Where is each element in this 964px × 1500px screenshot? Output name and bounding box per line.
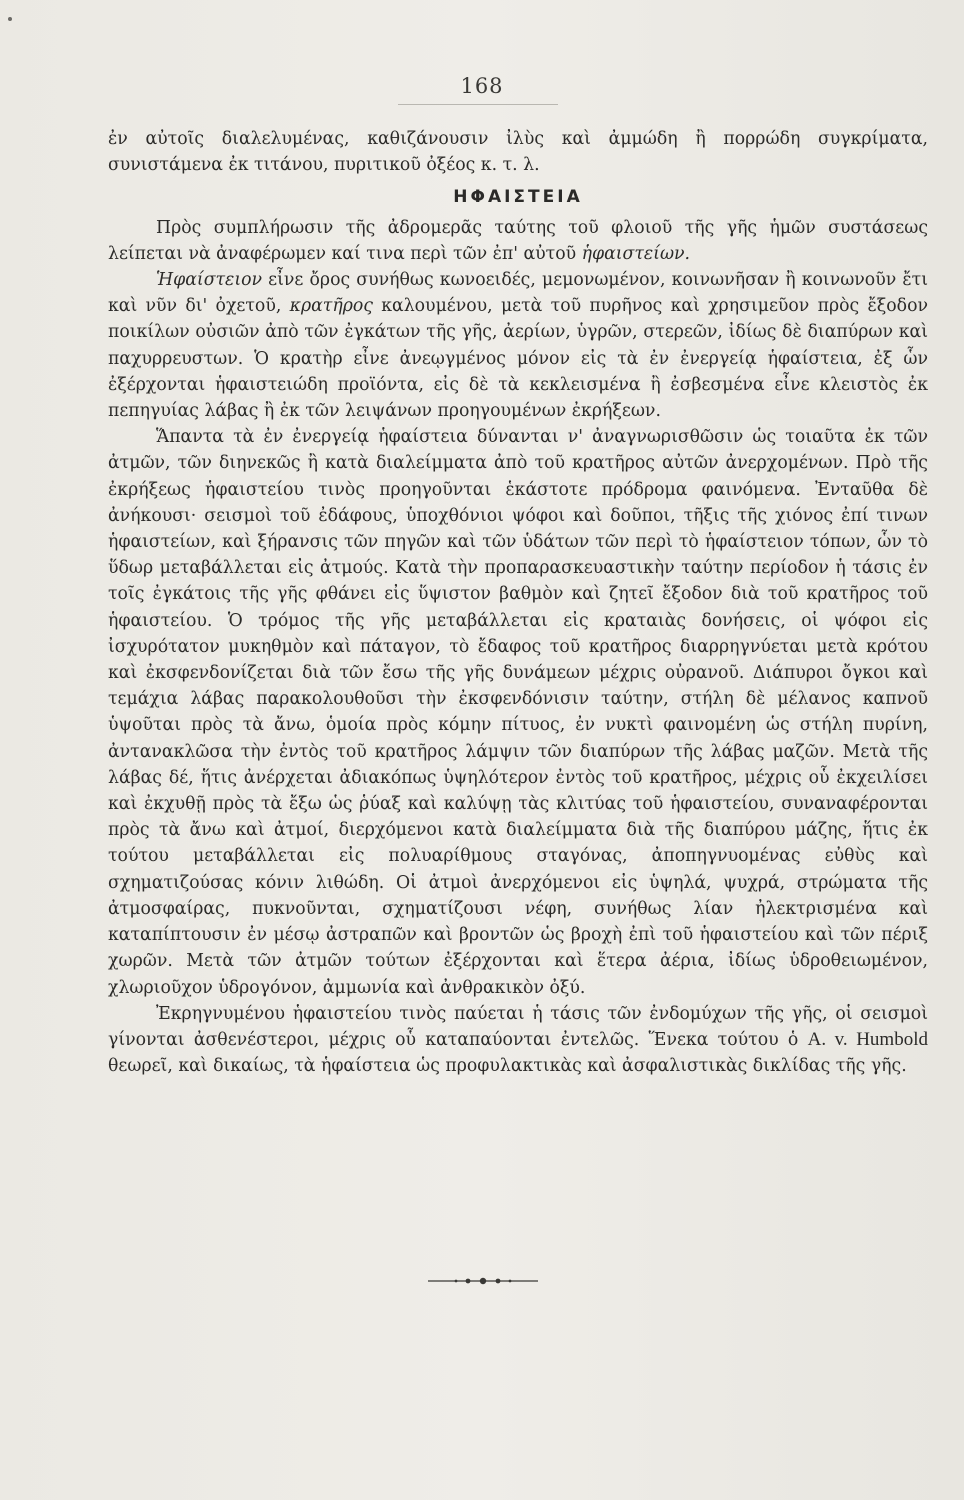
- page-speck: [8, 17, 12, 21]
- definition-text-b: καλουμένου, μετὰ τοῦ πυρῆνος καὶ χρησιμεῦον πρὸς ἔξοδον ποικίλων οὐσιῶν ἀπὸ τῶν ἐγκάτων τῆς γῆς, ἀερίων, ὑγρῶν, στερεῶν, ἰδίως δὲ διαπύρων καὶ παχυρρευστων. Ὁ κρατὴρ εἶνε ἀνεῳγμένος μόνον εἰς τὰ ἐν ἐνεργείᾳ ἡφαίστεια, ἐξ ὧν ἐξέρχονται ἡφαιστειώδη προϊόντα, εἰς δὲ τὰ κεκλεισμένα ἢ ἐσβεσμένα εἶνε κλειστὸς ἐκ πεπηγυίας λάβας ἢ ἐκ τῶν λειψάνων προηγουμένων ἐκρήξεων.: [108, 296, 928, 422]
- paragraph-definition: [108, 267, 928, 424]
- paragraph-continuation: ἐν αὐτοῖς διαλελυμένας, καθιζάνουσιν ἰλὺς καὶ ἀμμώδη ἢ πορρώδη συγκρίματα, συνιστάμενα ἐκ τιτάνου, πυριτικοῦ ὀξέος κ. τ. λ.: [108, 129, 928, 176]
- term-volcano: Ἡφαίστειον: [156, 270, 263, 291]
- author-name: A. v. Humbold: [807, 1028, 928, 1050]
- term-crater: κρατῆρος: [289, 296, 373, 317]
- paragraph-eruption: Ἅπαντα τὰ ἐν ἐνεργείᾳ ἡφαίστεια δύνανται ν' ἀναγνωρισθῶσιν ὡς τοιαῦτα ἐκ τῶν ἀτμῶν, τῶν διηνεκῶς ἢ κατὰ διαλείμματα ἀπὸ τοῦ κρατῆρος αὐτῶν ἀνερχομένων. Πρὸ τῆς ἐκρήξεως ἡφαιστείου τινὸς προηγοῦνται ἑκάστοτε πρόδρομα φαινόμενα. Ἐνταῦθα δὲ ἀνήκουσι· σεισμοὶ τοῦ ἐδάφους, ὑποχθόνιοι ψόφοι καὶ δοῦποι, τῆξις τῆς χιόνος ἐπί τινων ἡφαιστείων, καὶ ξήρανσις τῶν πηγῶν καὶ τῶν ὑδάτων τῶν περὶ τὸ ἡφαίστειον τόπων, ὧν τὸ ὕδωρ μεταβάλλεται εἰς ἀτμούς. Κατὰ τὴν προπαρασκευαστικὴν ταύτην περίοδον ἡ τάσις ἐν τοῖς ἐγκάτοις τῆς γῆς φθάνει εἰς ὕψιστον βαθμὸν καὶ ζητεῖ ἔξοδον διὰ τοῦ κρατῆρος τοῦ ἡφαιστείου. Ὁ τρόμος τῆς γῆς μεταβάλλεται εἰς κραταιὰς δονήσεις, οἱ ψόφοι εἰς ἰσχυρότατον μυκηθμὸν καὶ πάταγον, τὸ ἔδαφος τοῦ κρατῆρος διαρρηγνύεται μετὰ κρότου καὶ ἐκσφενδονίζεται διὰ τῶν ἔσω τῆς γῆς δυνάμεων μέχρις οὐρανοῦ. Διάπυροι ὄγκοι καὶ τεμάχια λάβας παρακολουθοῦσι τὴν ἐκσφενδόνισιν ταύτην, στήλη δὲ μέλανος καπνοῦ ὑψοῦται πρὸς τὰ ἄνω, ὁμοία πρὸς κόμην πίτυος, ἐν νυκτὶ φαινομένη ὡς στήλη πυρίνη, ἀντανακλῶσα τὴν ἐντὸς τοῦ κρατῆρος λάμψιν τῶν διαπύρων τῆς λάβας μαζῶν. Μετὰ τῆς λάβας δέ, ἥτις ἀνέρχεται ἀδιακόπως ὑψηλότερον ἐντὸς τοῦ κρατῆρος, μέχρις οὗ ἐκχειλίσει καὶ ἐκχυθῇ πρὸς τὰ ἔξω ὡς ῥύαξ καὶ καλύψῃ τὰς κλιτύας τοῦ ἡφαιστείου, συναναφέρονται πρὸς τὰ ἄνω καὶ ἀτμοί, διερχόμενοι κατὰ διαλείμματα διὰ τῆς διαπύρου μάζης, ἥτις ἐκ τούτου μεταβάλλεται εἰς πολυαρίθμους σταγόνας, ἀποπηγνυομένας εὐθὺς καὶ σχηματιζούσας κόνιν λιθώδη. Οἱ ἀτμοὶ ἀνερχόμενοι εἰς ὑψηλά, ψυχρά, στρώματα τῆς ἀτμοσφαίρας, πυκνοῦνται, σχηματίζουσι νέφη, συνήθως λίαν ἠλεκτρισμένα καὶ καταπίπτουσιν ἐν μέσῳ ἀστραπῶν καὶ βροντῶν ὡς βροχὴ ἐπὶ τοῦ ἡφαιστείου καὶ τῶν πέριξ χωρῶν. Μετὰ τῶν ἀτμῶν τούτων ἐξέρχονται καὶ ἕτερα ἀέρια, ἰδίως ὑδροθειωμένον, χλωριοῦχον ὑδρογόνον, ἀμμωνία καὶ ἀνθρακικὸν ὀξύ.: [108, 427, 928, 998]
- conclusion-text-b: θεωρεῖ, καὶ δικαίως, τὰ ἡφαίστεια ὡς προφυλακτικὰς καὶ ἀσφαλιστικὰς δικλίδας τῆς γῆς.: [108, 1056, 907, 1077]
- page-number: 168: [460, 74, 504, 98]
- conclusion-text-a: Ἐκρηγνυμένου ἡφαιστείου τινὸς παύεται ἡ τάσις τῶν ἐνδομύχων τῆς γῆς, οἱ σεισμοὶ γίνονται ἀσθενέστεροι, μέχρις οὗ καταπαύονται ἐντελῶς. Ἕνεκα τούτου ὁ: [108, 1003, 928, 1050]
- paragraph-conclusion: [108, 1001, 928, 1080]
- page-body: [108, 126, 928, 1079]
- end-ornament-icon: [428, 1277, 538, 1285]
- section-title: ΗΦΑΙΣΤΕΙΑ: [453, 187, 583, 208]
- paragraph-intro: [108, 215, 928, 267]
- header-rule: [398, 104, 558, 105]
- paragraph-intro-text: Πρὸς συμπλήρωσιν τῆς ἀδρομερᾶς ταύτης τοῦ φλοιοῦ τῆς γῆς ἡμῶν συστάσεως λείπεται νὰ ἀναφέρωμεν καί τινα περὶ τῶν ἐπ' αὐτοῦ: [108, 217, 928, 264]
- paragraph-intro-emphasis: ἡφαιστείων.: [581, 243, 691, 264]
- definition-text-a: εἶνε ὄρος συνήθως κωνοειδές, μεμονωμένον, κοινωνῆσαν ἢ κοινωνοῦν ἔτι καὶ νῦν δι' ὀχετοῦ,: [108, 270, 928, 317]
